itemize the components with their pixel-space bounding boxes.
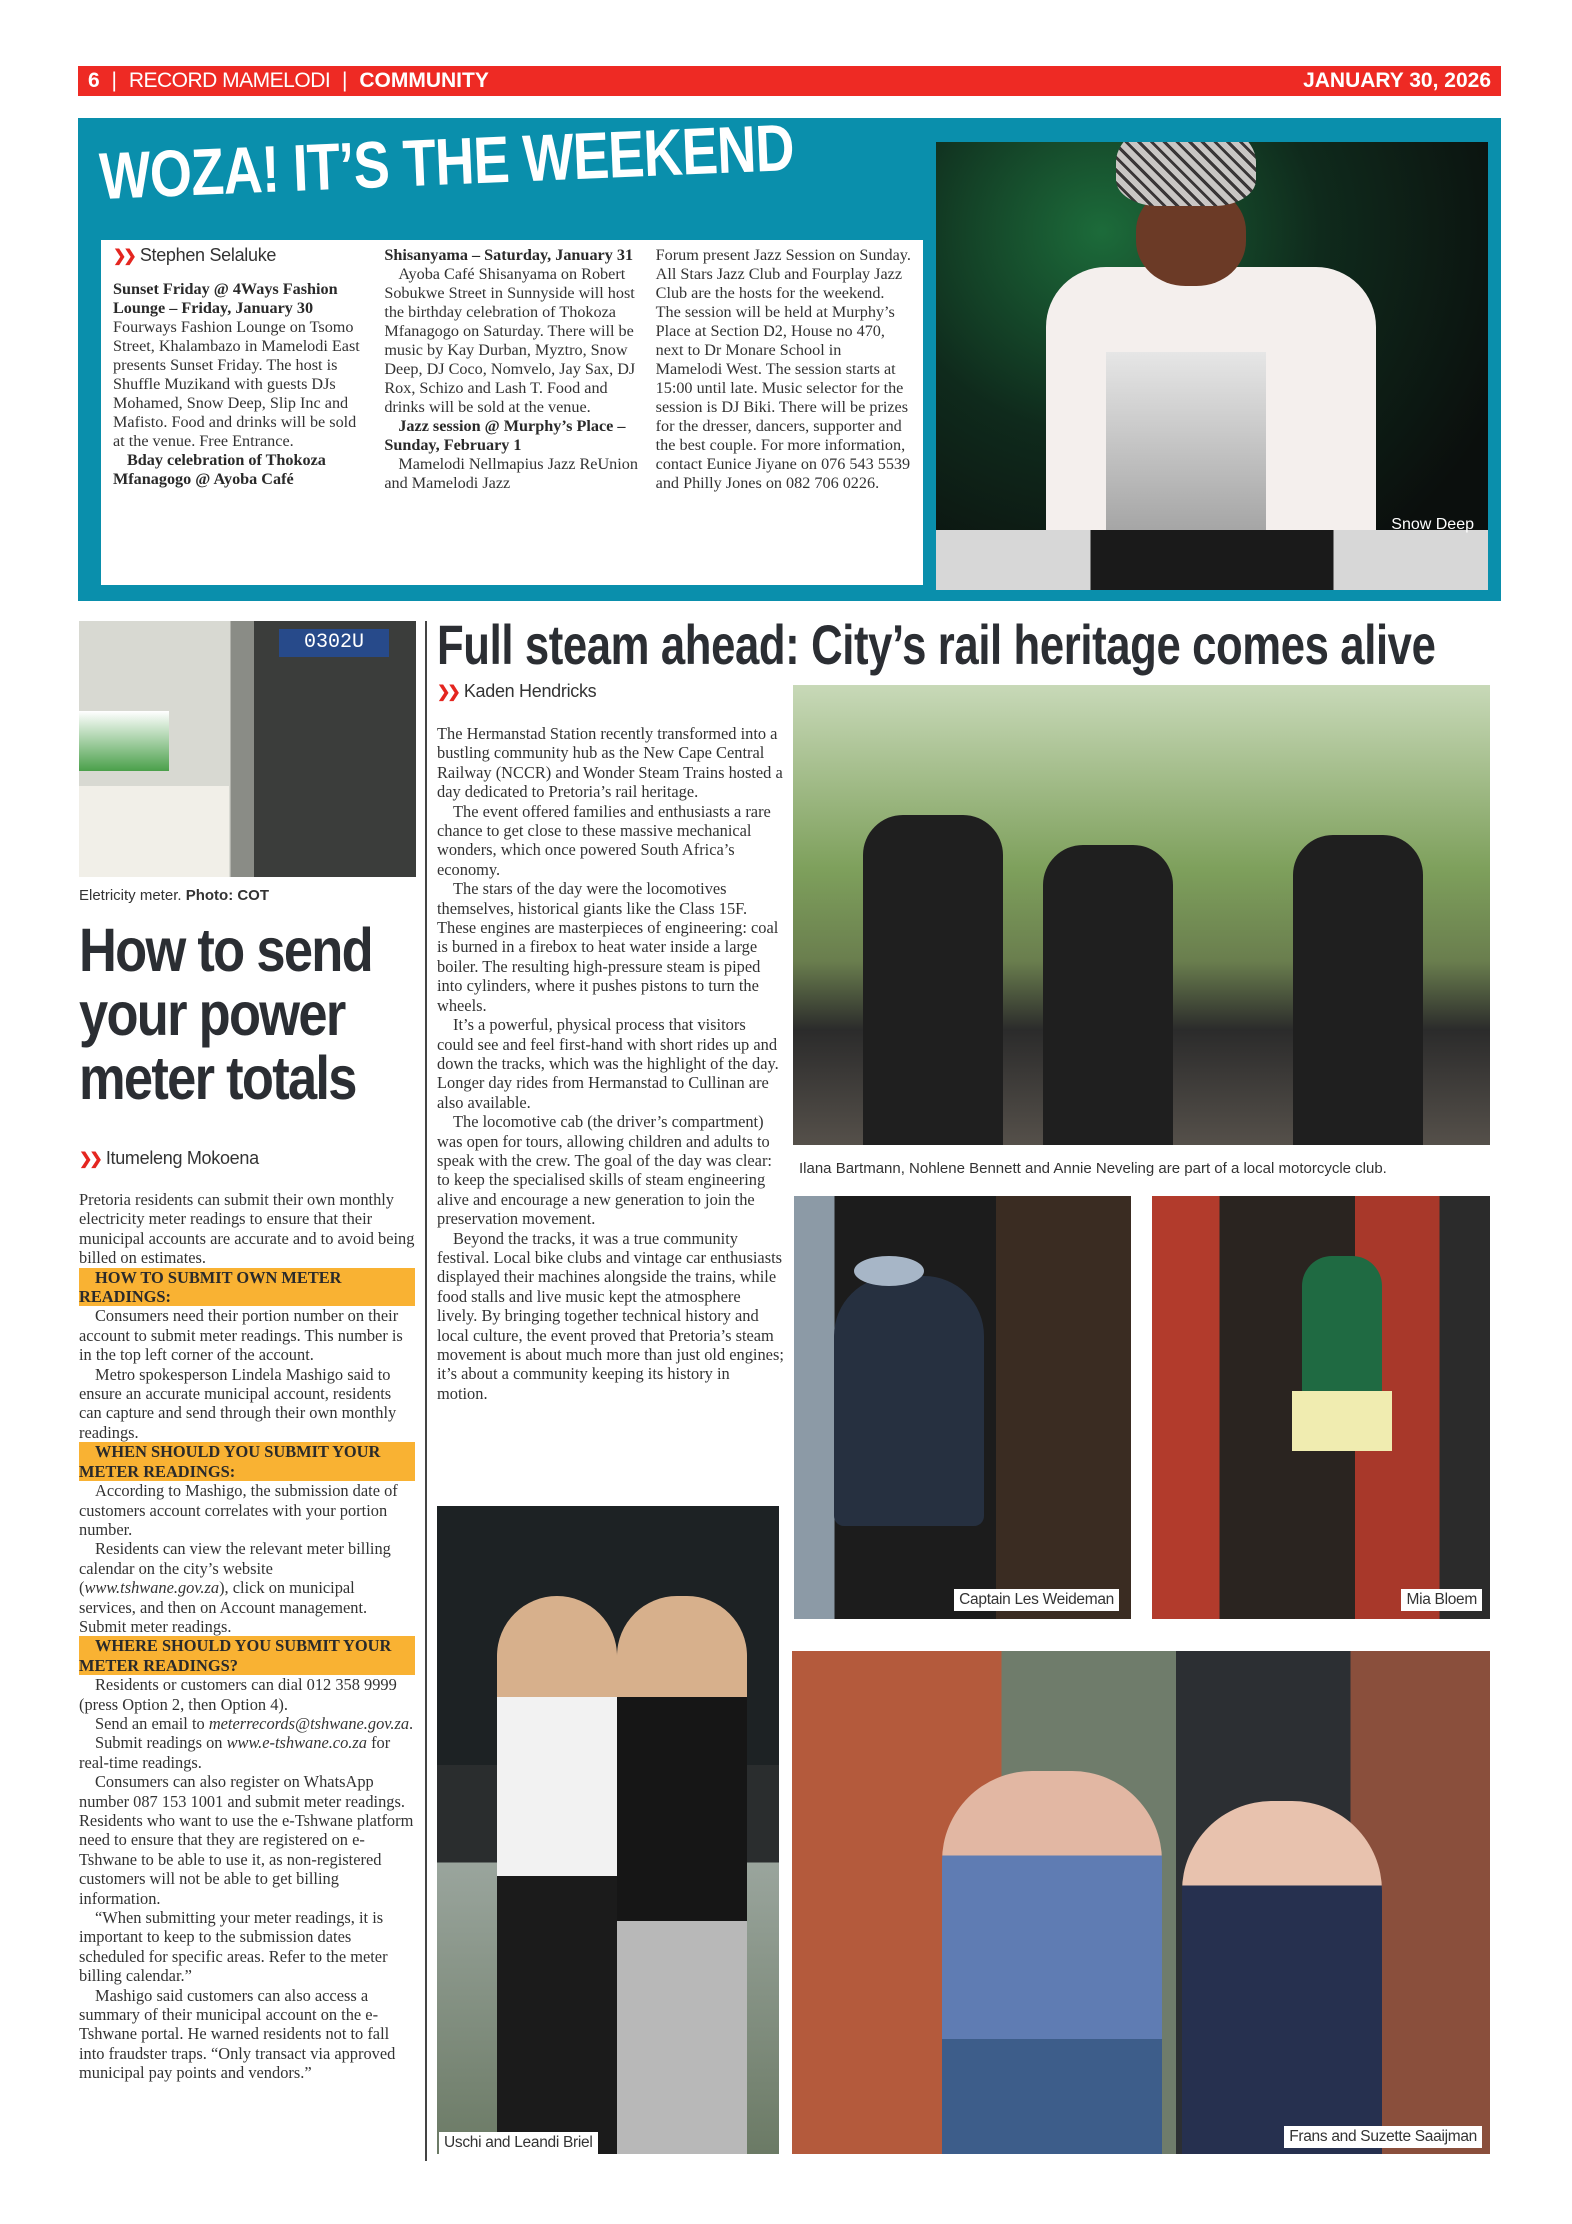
byline-author: Itumeleng Mokoena xyxy=(105,1148,259,1168)
website-link: www.e-tshwane.co.za xyxy=(226,1733,367,1753)
weekend-title: WOZA! IT’S THE WEEKEND xyxy=(98,109,796,213)
header-separator: | xyxy=(342,69,348,92)
publication-name: RECORD MAMELODI xyxy=(128,69,331,92)
weekend-column-3 xyxy=(656,246,911,579)
section-name: COMMUNITY xyxy=(359,69,489,92)
weekend-column-2 xyxy=(384,246,639,579)
email-link: meterrecords@tshwane.gov.za xyxy=(208,1713,410,1733)
rail-article-byline xyxy=(437,681,596,702)
event-heading: Sunset Friday @ 4Ways Fashion Lounge – Friday, January 30 xyxy=(113,280,338,317)
event-description: Ayoba Café Shisanyama on Robert Sobukwe Street in Sunnyside will host the birthday celebration of Thokoza Mfanagogo on Saturday. There will be music by Kay Durban, Myztro, Snow Deep, DJ Coco, Nomvelo, Jay Sax, DJ Rox, Schizo and Lash T. Food and drinks will be sold at the venue. xyxy=(384,265,636,416)
event-description: Forum present Jazz Session on Sunday. All Stars Jazz Club and Fourplay Jazz Club are the hosts for the weekend. The session will be held at Murphy’s Place at Section D2, House no 470, next to Dr Monare School in Mamelodi West. The session starts at 15:00 until late. Music selector for the session is DJ Biki. There will be prizes for the dresser, dancers, supporter and the best couple. For more information, contact Eunice Jiyane on 076 543 5539 and Philly Jones on 082 706 0226. xyxy=(655,246,911,492)
weekend-byline xyxy=(113,246,368,266)
photo-caption: Ilana Bartmann, Nohlene Bennett and Annie Neveling are part of a local motorcycle club. xyxy=(799,1160,1387,1177)
photo-caption: Snow Deep xyxy=(1391,516,1474,533)
double-chevron-icon: ❯❯ xyxy=(113,248,134,265)
rail-article-body: The Hermanstad Station recently transformed into a bustling community hub as the New Cape Central Railway (NCCR) and Wonder Steam Trains hosted a day dedicated to Pretoria’s rail heritage. The event offered families and enthusiasts a rare chance to get close to these massive mechanical wonders, which once powered South Africa’s economy. The stars of the day were the locomotives themselves, historical giants like the Class 15F. These engines are masterpieces of engineering: coal is burned in a firebox to heat water inside a large boiler. The resulting high-pressure steam is piped into cylinders, where it pushes pistons to turn the wheels. It’s a powerful, physical process that visitors could see and feel first-hand with short rides up and down the tracks, which was the highlight of the day. Longer day rides from Hermanstad to Cullinan are also available. The locomotive cab (the driver’s compartment) was open for tours, allowing children and adults to speak with the crew. The goal of the day was clear: to keep the specialised skills of steam engineering alive and encourage a new generation to join the preservation movement. Beyond the tracks, it was a true community festival. Local bike clubs and vintage car enthusiasts displayed their machines alongside the trains, while food stalls and live music kept the atmosphere lively. By bringing together technical history and local culture, the event proved that Pretoria’s steam movement is about much more than just old engines; it’s about a community keeping its history in motion. xyxy=(437,724,784,1403)
event-description: Fourways Fashion Lounge on Tsomo Street, Khalambazo in Mamelodi East presents Sunset Friday. The host is Shuffle Muzikand with guests DJs Mohamed, Snow Deep, Slip Inc and Mafisto. Food and drinks will be sold at the venue. Free Entrance. xyxy=(113,318,360,450)
photo-caption: Captain Les Weideman xyxy=(954,1589,1119,1611)
locomotive-cab-photo xyxy=(794,1196,1131,1619)
header-separator: | xyxy=(111,69,117,92)
meter-display: 0302U xyxy=(279,629,389,657)
event-heading: Shisanyama – Saturday, January 31 xyxy=(384,246,634,264)
saaijman-couple-photo xyxy=(792,1651,1490,2154)
snow-deep-photo xyxy=(936,142,1488,590)
photo-credit: Photo: COT xyxy=(185,887,270,904)
train-coach-photo xyxy=(1152,1196,1490,1619)
rail-article-headline: Full steam ahead: City’s rail heritage comes alive xyxy=(437,613,1436,676)
issue-date: JANUARY 30, 2026 xyxy=(1303,69,1491,92)
photo-caption: Uschi and Leandi Briel xyxy=(439,2132,598,2154)
photo-caption: Eletricity meter. Photo: COT xyxy=(79,887,270,904)
motorcycle-club-photo xyxy=(793,685,1490,1145)
event-description: Mamelodi Nellmapius Jazz ReUnion and Mamelodi Jazz xyxy=(384,455,638,492)
byline-author: Stephen Selaluke xyxy=(139,245,277,265)
event-heading: Bday celebration of Thokoza Mfanagogo @ Ayoba Café xyxy=(113,451,326,488)
event-heading: Jazz session @ Murphy’s Place – Sunday, February 1 xyxy=(384,417,626,454)
meter-article-headline: How to send your power meter totals xyxy=(79,916,372,1112)
meter-article-body: Pretoria residents can submit their own monthly electricity meter readings to ensure that their municipal accounts are accurate and to avoid being billed on estimates. HOW TO SUBMIT OWN METER READINGS: Consumers need their portion number on their account to submit meter readings. This number is in the top left corner of the account. Metro spokesperson Lindela Mashigo said to ensure an accurate municipal account, residents can capture and send through their own monthly readings. WHEN SHOULD YOU SUBMIT YOUR METER READINGS: According to Mashigo, the submission date of customers account correlates with your portion number. Residents can view the relevant meter billing calendar on the city’s website (www.tshwane.gov.za), click on municipal services, and then on Account management. Submit meter readings. WHERE SHOULD YOU SUBMIT YOUR METER READINGS? Residents or customers can dial 012 358 9999 (press Option 2, then Option 4). Send an email to meterrecords@tshwane.gov.za. Submit readings on www.e-tshwane.co.za for real-time readings. Consumers can also register on WhatsApp number 087 153 1001 and submit meter readings. Residents who want to use the e-Tshwane platform need to ensure that they are registered on e-Tshwane to be able to use it, as non-registered customers will not be able to get billing information. “When submitting your meter readings, it is important to keep to the submission dates scheduled for specific areas. Refer to the meter billing calendar.” Mashigo said customers can also access a summary of their municipal account on the e-Tshwane portal. He warned residents not to fall into fraudster traps. “Only transact via approved municipal pay points and vendors.” xyxy=(79,1190,415,2083)
photo-caption: Mia Bloem xyxy=(1401,1589,1482,1611)
header-left xyxy=(88,66,495,96)
column-divider xyxy=(425,621,427,2161)
meter-article-byline xyxy=(79,1148,259,1169)
electricity-meter-photo xyxy=(79,621,416,877)
subhead: WHERE SHOULD YOU SUBMIT YOUR METER READINGS? xyxy=(79,1636,415,1675)
weekend-column-1 xyxy=(113,246,368,579)
double-chevron-icon: ❯❯ xyxy=(437,684,458,701)
website-link: www.tshwane.gov.za xyxy=(84,1578,220,1598)
subhead: HOW TO SUBMIT OWN METER READINGS: xyxy=(79,1268,415,1307)
byline-author: Kaden Hendricks xyxy=(463,681,597,701)
weekend-feature-panel xyxy=(78,109,1501,601)
page-number: 6 xyxy=(88,69,100,92)
subhead: WHEN SHOULD YOU SUBMIT YOUR METER READINGS: xyxy=(79,1442,415,1481)
page-header-bar xyxy=(78,66,1501,96)
weekend-text-box xyxy=(101,240,923,585)
photo-caption: Frans and Suzette Saaijman xyxy=(1284,2126,1482,2148)
briel-family-photo xyxy=(437,1506,779,2154)
double-chevron-icon: ❯❯ xyxy=(79,1151,100,1168)
dj-decks xyxy=(936,530,1488,590)
